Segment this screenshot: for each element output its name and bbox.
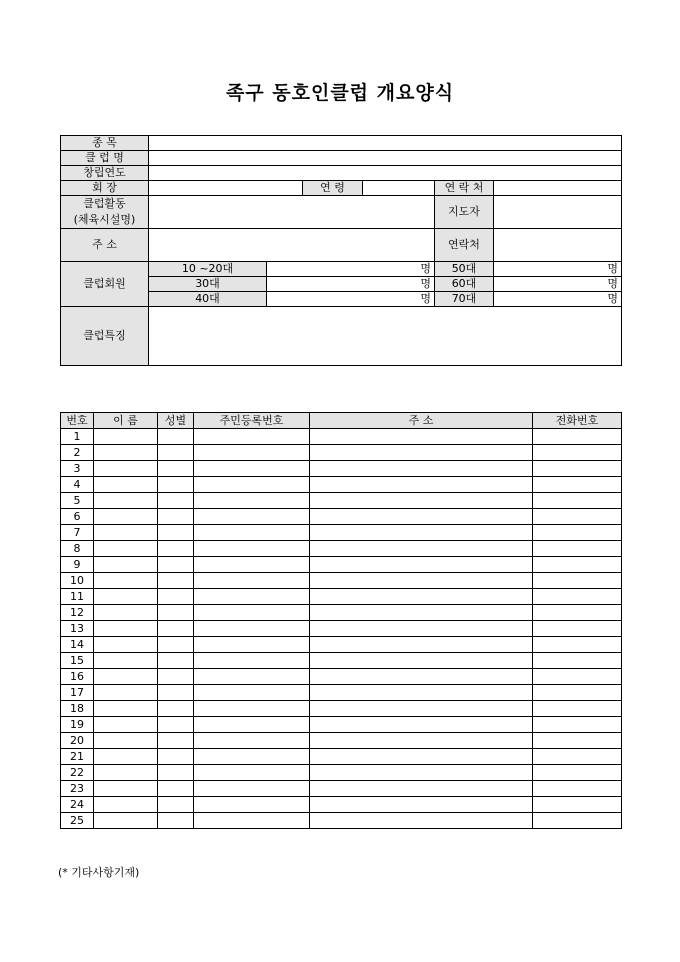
address-cell[interactable]	[310, 461, 533, 477]
name-cell[interactable]	[94, 573, 158, 589]
gender-cell[interactable]	[158, 477, 194, 493]
table-row	[61, 605, 622, 621]
phone-cell[interactable]	[533, 621, 622, 637]
name-cell[interactable]	[94, 733, 158, 749]
address-cell[interactable]	[310, 509, 533, 525]
address-cell[interactable]	[310, 477, 533, 493]
id-number-cell[interactable]	[194, 525, 310, 541]
phone-cell[interactable]	[533, 541, 622, 557]
gender-cell[interactable]	[158, 749, 194, 765]
row-number: 25	[61, 813, 94, 829]
roster-header-number: 번호	[61, 413, 94, 429]
phone-cell[interactable]	[533, 749, 622, 765]
name-cell[interactable]	[94, 621, 158, 637]
age-group-label: 40대	[149, 292, 267, 307]
gender-cell[interactable]	[158, 557, 194, 573]
phone-cell[interactable]	[533, 429, 622, 445]
id-number-cell[interactable]	[194, 765, 310, 781]
features-field[interactable]	[149, 307, 622, 366]
address-cell[interactable]	[310, 573, 533, 589]
gender-cell[interactable]	[158, 797, 194, 813]
address-cell[interactable]	[310, 797, 533, 813]
roster-body	[61, 429, 622, 829]
name-cell[interactable]	[94, 685, 158, 701]
address-cell[interactable]	[310, 621, 533, 637]
table-row	[61, 477, 622, 493]
gender-cell[interactable]	[158, 445, 194, 461]
name-cell[interactable]	[94, 765, 158, 781]
table-row	[61, 717, 622, 733]
id-number-cell[interactable]	[194, 477, 310, 493]
phone-cell[interactable]	[533, 717, 622, 733]
roster-header-address: 주 소	[310, 413, 533, 429]
gender-cell[interactable]	[158, 669, 194, 685]
id-number-cell[interactable]	[194, 733, 310, 749]
activity-field[interactable]	[149, 196, 435, 229]
phone-cell[interactable]	[533, 781, 622, 797]
row-number: 21	[61, 749, 94, 765]
id-number-cell[interactable]	[194, 749, 310, 765]
sport-label: 종 목	[61, 136, 149, 151]
table-row	[61, 429, 622, 445]
roster-header-gender: 성별	[158, 413, 194, 429]
name-cell[interactable]	[94, 717, 158, 733]
gender-cell[interactable]	[158, 525, 194, 541]
name-cell[interactable]	[94, 445, 158, 461]
row-number: 11	[61, 589, 94, 605]
table-row	[61, 445, 622, 461]
phone-cell[interactable]	[533, 813, 622, 829]
table-row	[61, 589, 622, 605]
activity-label-line2: (체육시설명)	[73, 213, 136, 226]
age-group-label: 60대	[435, 277, 494, 292]
row-number: 19	[61, 717, 94, 733]
phone-cell[interactable]	[533, 797, 622, 813]
age-label: 연 령	[303, 181, 363, 196]
phone-cell[interactable]	[533, 589, 622, 605]
club-name-field[interactable]	[149, 151, 622, 166]
roster-header-id-number: 주민등록번호	[194, 413, 310, 429]
row-number: 4	[61, 477, 94, 493]
row-number: 20	[61, 733, 94, 749]
president-label: 회 장	[61, 181, 149, 196]
name-cell[interactable]	[94, 701, 158, 717]
gender-cell[interactable]	[158, 717, 194, 733]
name-cell[interactable]	[94, 493, 158, 509]
address-cell[interactable]	[310, 557, 533, 573]
phone-cell[interactable]	[533, 637, 622, 653]
name-cell[interactable]	[94, 477, 158, 493]
id-number-cell[interactable]	[194, 493, 310, 509]
row-number: 12	[61, 605, 94, 621]
phone-cell[interactable]	[533, 493, 622, 509]
address-cell[interactable]	[310, 717, 533, 733]
table-row	[61, 461, 622, 477]
address-cell[interactable]	[310, 685, 533, 701]
president-field[interactable]	[149, 181, 303, 196]
address-cell[interactable]	[310, 765, 533, 781]
table-row	[61, 749, 622, 765]
address-cell[interactable]	[310, 669, 533, 685]
id-number-cell[interactable]	[194, 685, 310, 701]
id-number-cell[interactable]	[194, 589, 310, 605]
address-field[interactable]	[149, 229, 435, 262]
row-number: 23	[61, 781, 94, 797]
name-cell[interactable]	[94, 589, 158, 605]
sport-field[interactable]	[149, 136, 622, 151]
club-info-table	[60, 135, 622, 366]
row-number: 13	[61, 621, 94, 637]
address-cell[interactable]	[310, 813, 533, 829]
phone-cell[interactable]	[533, 477, 622, 493]
gender-cell[interactable]	[158, 781, 194, 797]
address-cell[interactable]	[310, 541, 533, 557]
members-label: 클럽회원	[61, 262, 149, 307]
id-number-cell[interactable]	[194, 429, 310, 445]
activity-label	[61, 196, 149, 229]
gender-cell[interactable]	[158, 813, 194, 829]
address-cell[interactable]	[310, 589, 533, 605]
gender-cell[interactable]	[158, 685, 194, 701]
gender-cell[interactable]	[158, 461, 194, 477]
founded-label: 창립연도	[61, 166, 149, 181]
gender-cell[interactable]	[158, 765, 194, 781]
id-number-cell[interactable]	[194, 701, 310, 717]
name-cell[interactable]	[94, 749, 158, 765]
name-cell[interactable]	[94, 813, 158, 829]
member-count-field[interactable]: 명	[494, 277, 622, 292]
id-number-cell[interactable]	[194, 573, 310, 589]
row-number: 8	[61, 541, 94, 557]
id-number-cell[interactable]	[194, 637, 310, 653]
name-cell[interactable]	[94, 461, 158, 477]
features-label: 클럽특징	[61, 307, 149, 366]
gender-cell[interactable]	[158, 429, 194, 445]
table-row	[61, 781, 622, 797]
address-label: 주 소	[61, 229, 149, 262]
row-number: 7	[61, 525, 94, 541]
phone-cell[interactable]	[533, 765, 622, 781]
name-cell[interactable]	[94, 525, 158, 541]
age-group-label: 70대	[435, 292, 494, 307]
founded-field[interactable]	[149, 166, 622, 181]
age-group-label: 50대	[435, 262, 494, 277]
age-group-label: 30대	[149, 277, 267, 292]
name-cell[interactable]	[94, 781, 158, 797]
table-row	[61, 653, 622, 669]
id-number-cell[interactable]	[194, 797, 310, 813]
address-cell[interactable]	[310, 781, 533, 797]
row-number: 9	[61, 557, 94, 573]
id-number-cell[interactable]	[194, 621, 310, 637]
gender-cell[interactable]	[158, 701, 194, 717]
table-row	[61, 765, 622, 781]
roster-header-phone: 전화번호	[533, 413, 622, 429]
phone-cell[interactable]	[533, 653, 622, 669]
id-number-cell[interactable]	[194, 541, 310, 557]
id-number-cell[interactable]	[194, 509, 310, 525]
table-row	[61, 525, 622, 541]
id-number-cell[interactable]	[194, 781, 310, 797]
coach-label: 지도자	[435, 196, 494, 229]
address-cell[interactable]	[310, 749, 533, 765]
gender-cell[interactable]	[158, 621, 194, 637]
gender-cell[interactable]	[158, 509, 194, 525]
id-number-cell[interactable]	[194, 461, 310, 477]
id-number-cell[interactable]	[194, 557, 310, 573]
name-cell[interactable]	[94, 541, 158, 557]
name-cell[interactable]	[94, 669, 158, 685]
table-row	[61, 509, 622, 525]
id-number-cell[interactable]	[194, 445, 310, 461]
table-row	[61, 557, 622, 573]
club-name-label: 클 럽 명	[61, 151, 149, 166]
address-cell[interactable]	[310, 429, 533, 445]
table-row	[61, 541, 622, 557]
id-number-cell[interactable]	[194, 717, 310, 733]
id-number-cell[interactable]	[194, 813, 310, 829]
gender-cell[interactable]	[158, 653, 194, 669]
id-number-cell[interactable]	[194, 605, 310, 621]
row-number: 18	[61, 701, 94, 717]
row-number: 10	[61, 573, 94, 589]
phone-cell[interactable]	[533, 685, 622, 701]
address-cell[interactable]	[310, 493, 533, 509]
gender-cell[interactable]	[158, 589, 194, 605]
gender-cell[interactable]	[158, 573, 194, 589]
table-row	[61, 685, 622, 701]
name-cell[interactable]	[94, 653, 158, 669]
address-cell[interactable]	[310, 525, 533, 541]
roster-header-name: 이 름	[94, 413, 158, 429]
contact2-label: 연락처	[435, 229, 494, 262]
row-number: 22	[61, 765, 94, 781]
gender-cell[interactable]	[158, 493, 194, 509]
member-count-field[interactable]: 명	[494, 262, 622, 277]
table-row	[61, 669, 622, 685]
phone-cell[interactable]	[533, 669, 622, 685]
gender-cell[interactable]	[158, 541, 194, 557]
address-cell[interactable]	[310, 653, 533, 669]
member-count-field[interactable]: 명	[267, 262, 435, 277]
table-row	[61, 493, 622, 509]
table-row	[61, 701, 622, 717]
row-number: 15	[61, 653, 94, 669]
name-cell[interactable]	[94, 509, 158, 525]
phone-cell[interactable]	[533, 509, 622, 525]
row-number: 24	[61, 797, 94, 813]
name-cell[interactable]	[94, 557, 158, 573]
member-count-field[interactable]: 명	[494, 292, 622, 307]
name-cell[interactable]	[94, 797, 158, 813]
contact2-field[interactable]	[494, 229, 622, 262]
phone-cell[interactable]	[533, 557, 622, 573]
address-cell[interactable]	[310, 733, 533, 749]
row-number: 1	[61, 429, 94, 445]
table-row	[61, 797, 622, 813]
phone-cell[interactable]	[533, 445, 622, 461]
phone-cell[interactable]	[533, 461, 622, 477]
contact-field[interactable]	[494, 181, 622, 196]
address-cell[interactable]	[310, 701, 533, 717]
row-number: 14	[61, 637, 94, 653]
phone-cell[interactable]	[533, 605, 622, 621]
age-group-label: 10 ~20대	[149, 262, 267, 277]
phone-cell[interactable]	[533, 733, 622, 749]
age-field[interactable]	[363, 181, 435, 196]
gender-cell[interactable]	[158, 637, 194, 653]
contact-label: 연 락 처	[435, 181, 494, 196]
name-cell[interactable]	[94, 637, 158, 653]
name-cell[interactable]	[94, 429, 158, 445]
member-count-field[interactable]: 명	[267, 292, 435, 307]
name-cell[interactable]	[94, 605, 158, 621]
id-number-cell[interactable]	[194, 669, 310, 685]
address-cell[interactable]	[310, 637, 533, 653]
row-number: 5	[61, 493, 94, 509]
row-number: 6	[61, 509, 94, 525]
row-number: 17	[61, 685, 94, 701]
table-row	[61, 621, 622, 637]
page-title: 족구 동호인클럽 개요양식	[225, 82, 455, 104]
row-number: 2	[61, 445, 94, 461]
coach-field[interactable]	[494, 196, 622, 229]
footnote: (* 기타사항기재)	[58, 866, 140, 879]
table-row	[61, 573, 622, 589]
phone-cell[interactable]	[533, 573, 622, 589]
row-number: 3	[61, 461, 94, 477]
member-roster-table	[60, 412, 622, 829]
gender-cell[interactable]	[158, 605, 194, 621]
phone-cell[interactable]	[533, 525, 622, 541]
table-row	[61, 637, 622, 653]
member-count-field[interactable]: 명	[267, 277, 435, 292]
table-row	[61, 813, 622, 829]
row-number: 16	[61, 669, 94, 685]
phone-cell[interactable]	[533, 701, 622, 717]
id-number-cell[interactable]	[194, 653, 310, 669]
address-cell[interactable]	[310, 605, 533, 621]
address-cell[interactable]	[310, 445, 533, 461]
table-row	[61, 733, 622, 749]
activity-label-line1: 클럽활동	[83, 197, 126, 210]
gender-cell[interactable]	[158, 733, 194, 749]
